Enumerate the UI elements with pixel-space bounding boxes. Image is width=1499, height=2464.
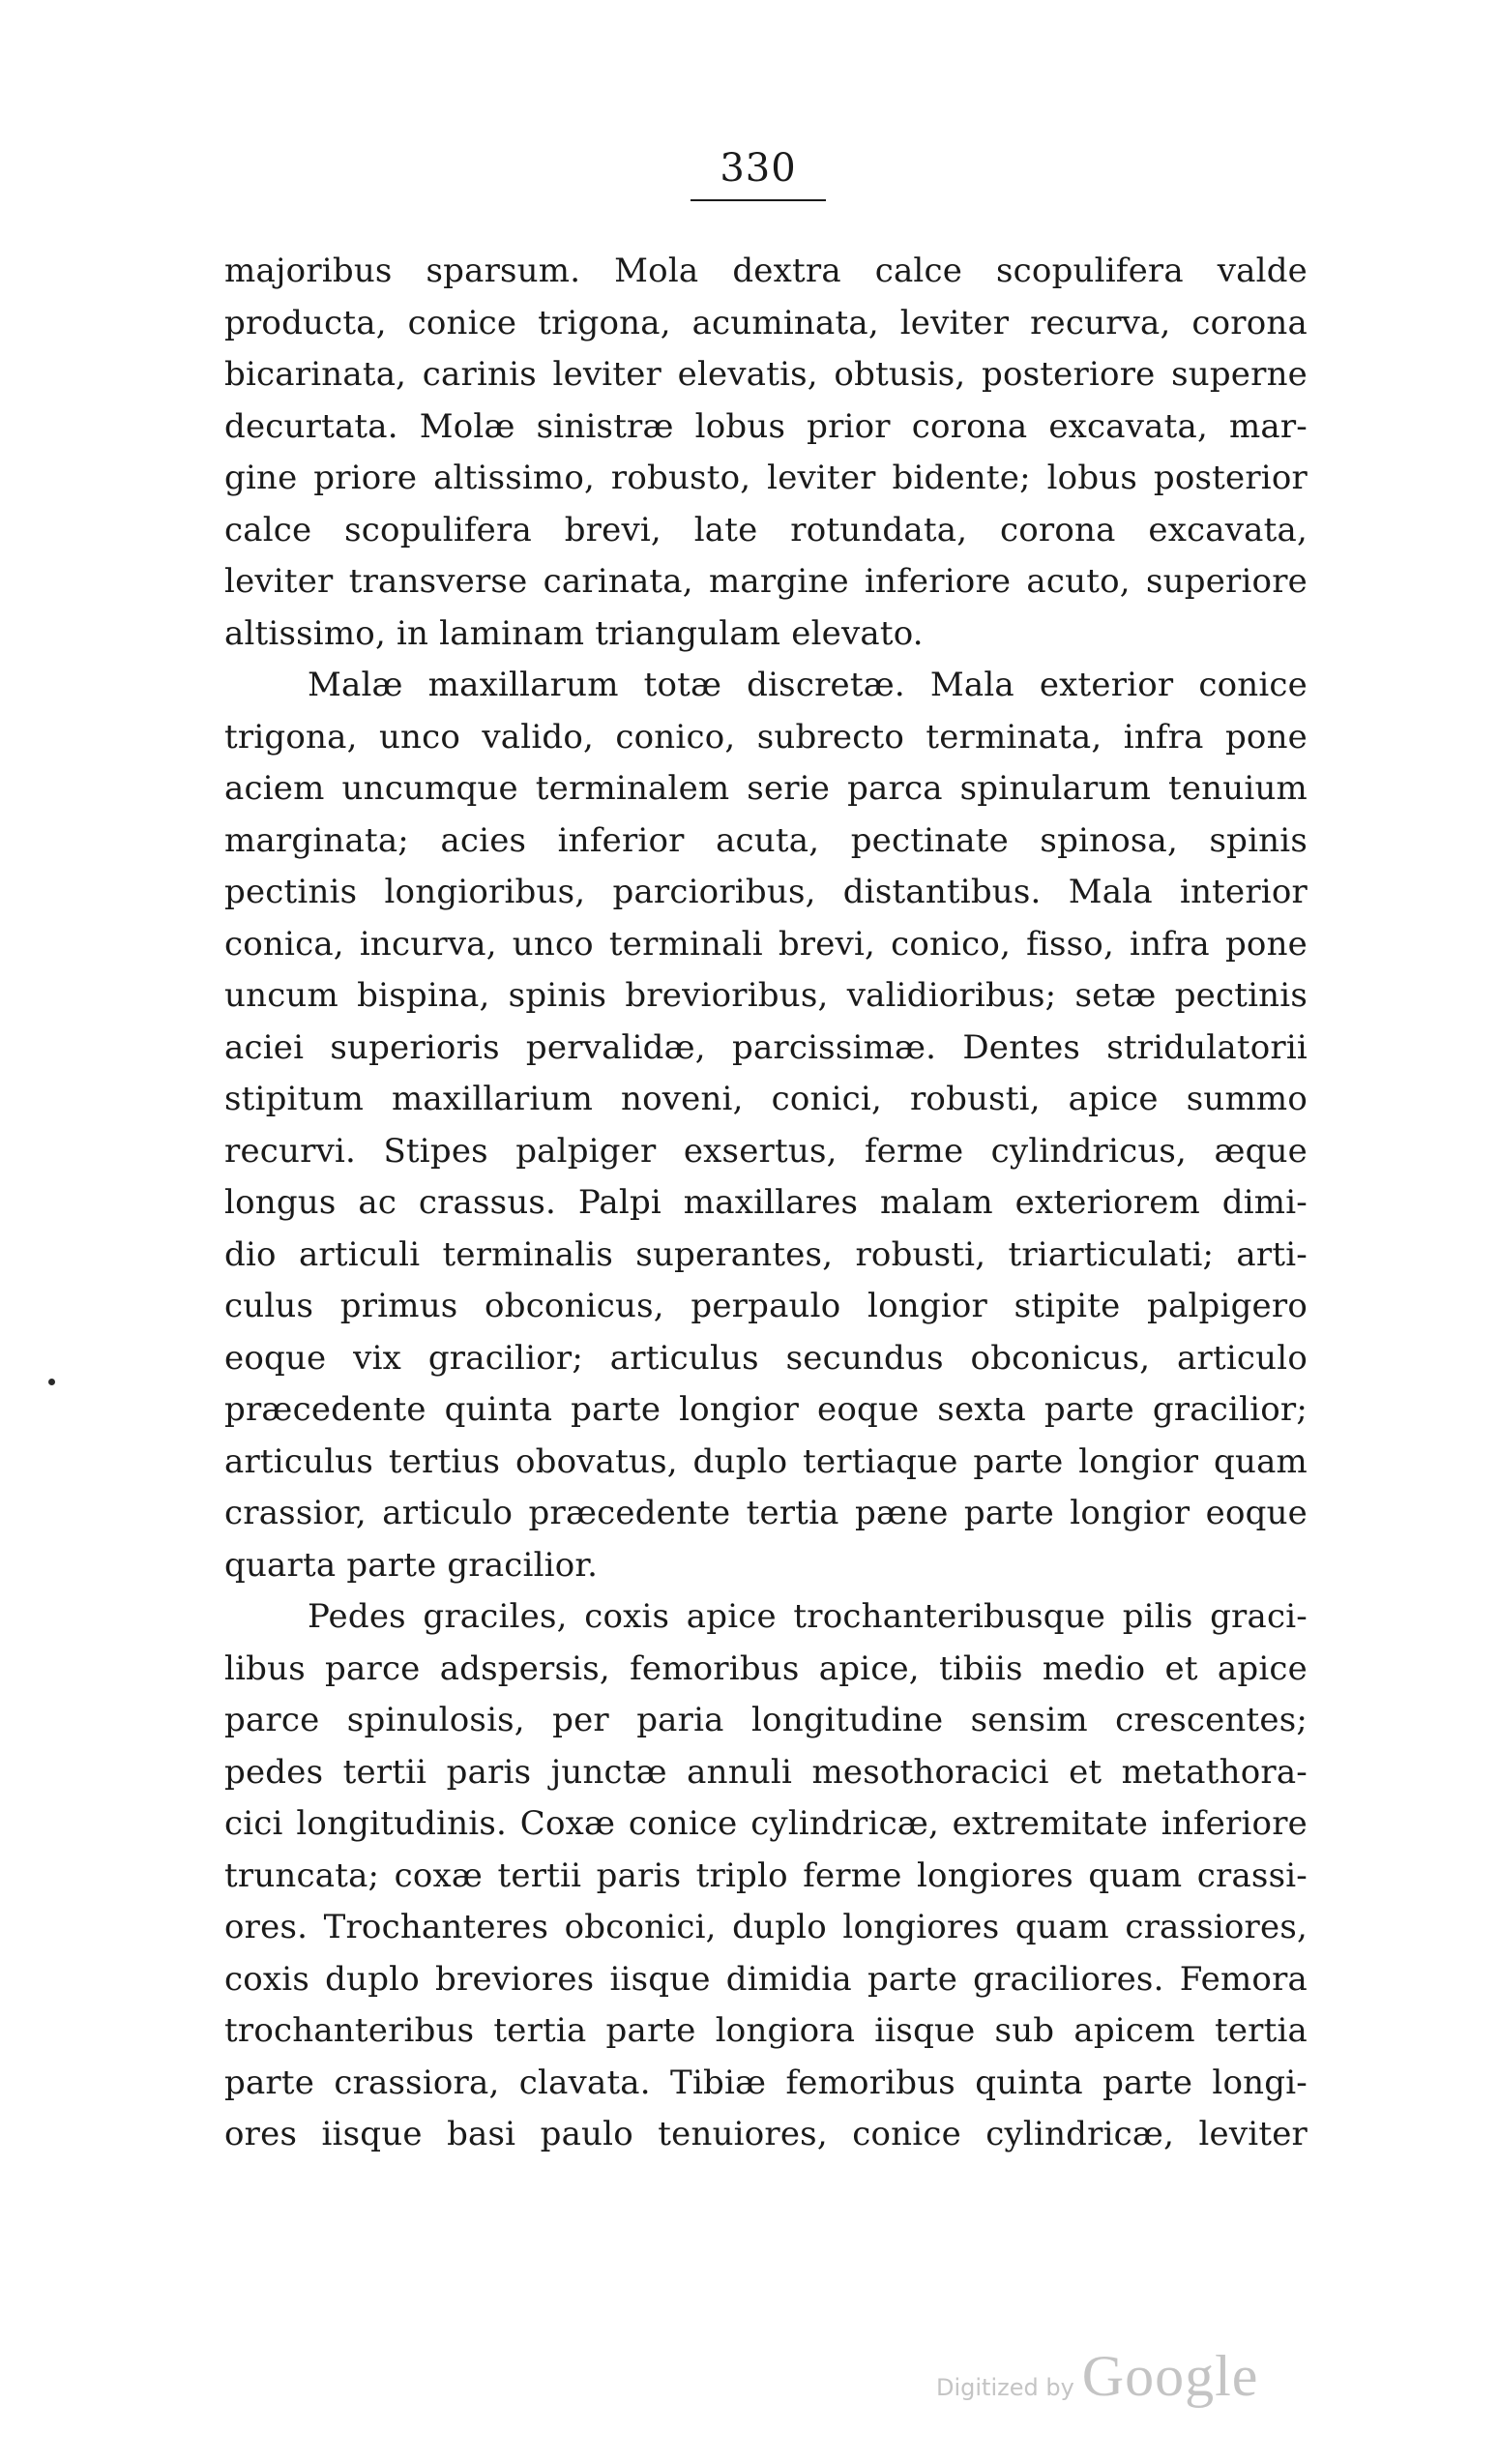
text-line: producta, conice trigona, acuminata, leviter recurva, corona	[224, 303, 1308, 342]
text-line: eoque vix gracilior; articulus secundus obconicus, articulo	[224, 1338, 1308, 1378]
text-line: parte crassiora, clavata. Tibiæ femoribus quinta parte longi-	[224, 2063, 1308, 2102]
text-line: quarta parte gracilior.	[224, 1545, 599, 1585]
digitized-watermark	[936, 2343, 1258, 2411]
text-line: altissimo, in laminam triangulam elevato.	[224, 613, 924, 653]
text-line: præcedente quinta parte longior eoque sexta parte gracilior;	[224, 1390, 1308, 1429]
text-line: ores. Trochanteres obconici, duplo longiores quam crassiores,	[224, 1908, 1308, 1946]
text-line: aciem uncumque terminalem serie parca spinularum tenuium	[224, 769, 1308, 808]
text-line: libus parce adspersis, femoribus apice, tibiis medio et apice	[224, 1648, 1308, 1688]
margin-dot	[48, 1379, 55, 1385]
text-line: crassior, articulo præcedente tertia pæne parte longior eoque	[224, 1494, 1308, 1532]
text-line: gine priore altissimo, robusto, leviter bidente; lobus posterior	[224, 459, 1308, 497]
text-line: truncata; coxæ tertii paris triplo ferme longiores quam crassi-	[224, 1855, 1308, 1895]
text-line: majoribus sparsum. Mola dextra calce scopulifera valde	[224, 252, 1308, 290]
text-line: conica, incurva, unco terminali brevi, conico, fisso, infra pone	[224, 924, 1308, 964]
text-line: marginata; acies inferior acuta, pectinate spinosa, spinis	[224, 820, 1308, 860]
text-line: parce spinulosis, per paria longitudine sensim crescentes;	[224, 1701, 1308, 1739]
text-line: decurtata. Molæ sinistræ lobus prior corona excavata, mar-	[224, 406, 1308, 446]
text-line: pectinis longioribus, parcioribus, distantibus. Mala interior	[224, 873, 1308, 911]
text-line: Pedes graciles, coxis apice trochanteribusque pilis graci-	[308, 1597, 1308, 1636]
text-line: coxis duplo breviores iisque dimidia parte graciliores. Femora	[224, 1959, 1308, 1999]
watermark-prefix: Digitized by	[936, 2374, 1074, 2401]
text-line: ores iisque basi paulo tenuiores, conice cylindricæ, leviter	[224, 2115, 1308, 2153]
text-line: dio articuli terminalis superantes, robusti, triarticulati; arti-	[224, 1234, 1308, 1274]
text-line: culus primus obconicus, perpaulo longior stipite palpigero	[224, 1287, 1308, 1325]
text-line: Malæ maxillarum totæ discretæ. Mala exterior conice	[308, 666, 1308, 704]
text-column	[224, 246, 1308, 2161]
text-line: leviter transverse carinata, margine inferiore acuto, superiore	[224, 562, 1308, 601]
text-line: uncum bispina, spinis brevioribus, validioribus; setæ pectinis	[224, 976, 1308, 1015]
text-line: aciei superioris pervalidæ, parcissimæ. Dentes stridulatorii	[224, 1027, 1308, 1067]
text-line: trigona, unco valido, conico, subrecto terminata, infra pone	[224, 717, 1308, 757]
watermark-brand-logo: Google	[1081, 2344, 1259, 2408]
text-line: cici longitudinis. Coxæ conice cylindricæ, extremitate inferiore	[224, 1804, 1308, 1843]
text-line: articulus tertius obovatus, duplo tertiaque parte longior quam	[224, 1441, 1308, 1481]
page-number: 330	[720, 146, 797, 191]
text-line: pedes tertii paris junctæ annuli mesothoracici et metathora-	[224, 1752, 1308, 1792]
page-number-rule	[691, 199, 826, 201]
text-line: stipitum maxillarium noveni, conici, robusti, apice summo	[224, 1080, 1308, 1118]
text-line: bicarinata, carinis leviter elevatis, obtusis, posteriore superne	[224, 355, 1308, 394]
text-line: calce scopulifera brevi, late rotundata, corona excavata,	[224, 510, 1308, 549]
text-line: longus ac crassus. Palpi maxillares malam exteriorem dimi-	[224, 1183, 1308, 1222]
text-line: recurvi. Stipes palpiger exsertus, ferme cylindricus, æque	[224, 1131, 1308, 1171]
text-line: trochanteribus tertia parte longiora iisque sub apicem tertia	[224, 2011, 1308, 2050]
